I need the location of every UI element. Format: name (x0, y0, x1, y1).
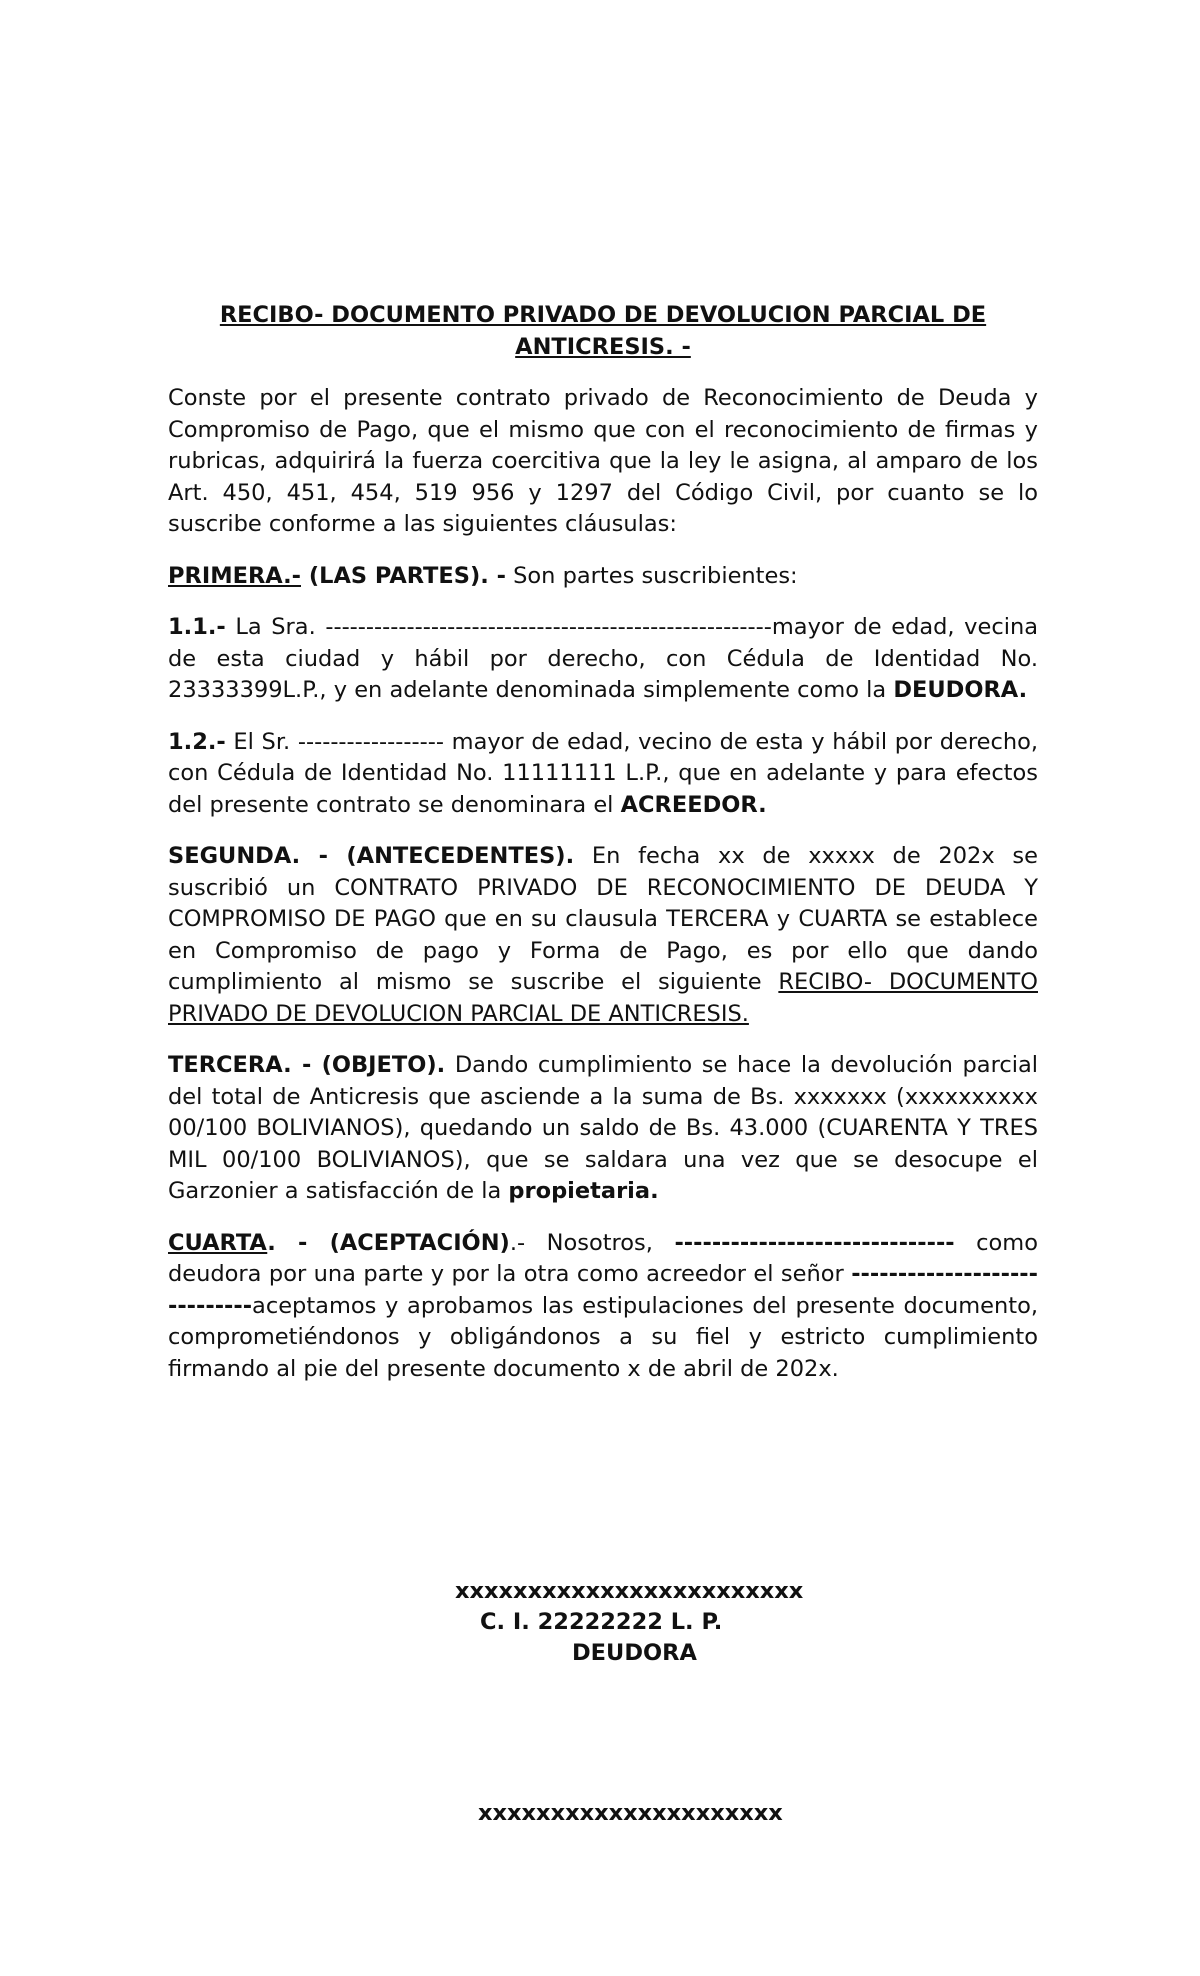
clause-1-2-acreedor: ACREEDOR. (620, 791, 767, 818)
clause-1-2 (168, 727, 1038, 822)
clause-1-2-number: 1.2.- (168, 728, 226, 755)
clause-1-1-deudora: DEUDORA. (893, 677, 1028, 703)
cuarta-text-2: como deudora por una parte y por la otra como acreedor el señor (168, 1229, 1038, 1287)
title-line-1: RECIBO- DOCUMENTO PRIVADO DE DEVOLUCION PARCIAL DE (219, 302, 987, 328)
signature-2-name: xxxxxxxxxxxxxxxxxxxxx (478, 1800, 783, 1826)
signature-1-ci: C. I. 22222222 L. P. (480, 1609, 723, 1635)
clause-cuarta (168, 1228, 1038, 1386)
cuarta-heading-rest: . - (ACEPTACIÓN) (267, 1229, 510, 1256)
primera-label: (LAS PARTES). - (301, 562, 506, 589)
segunda-heading: SEGUNDA. - (ANTECEDENTES). (168, 843, 575, 869)
segunda-underlined: RECIBO- DOCUMENTO PRIVADO DE DEVOLUCION PARCIAL DE ANTICRESIS. (168, 969, 1038, 1027)
clause-1-1-number: 1.1.- (168, 614, 226, 640)
title-line-2: ANTICRESIS. - (515, 333, 691, 360)
cuarta-heading-underlined: CUARTA (168, 1229, 268, 1256)
cuarta-text-1: .- Nosotros, (509, 1229, 675, 1256)
cuarta-dash-1: ------------------------------ (674, 1229, 955, 1256)
cuarta-dash-2: ----------------------------- (168, 1261, 1038, 1319)
document-title (168, 300, 1038, 363)
intro-paragraph: Conste por el presente contrato privado de Reconocimiento de Deuda y Compromiso de Pago, que el mismo que con el reconocimiento de firmas y rubricas, adquirirá la fuerza coercitiva que la ley le asigna, al amparo de los Art. 450, 451, 454, 519 956 y 1297 del Código Civil, por cuanto se lo suscribe conforme a las siguientes cláusulas: (168, 385, 1038, 537)
clause-1-1-text: La Sra. -------------------------------------------------------mayor de edad, vecina de esta ciudad y hábil por derecho, con Cédula de Identidad No. 23333399L.P., y en adelante denominada simplemente como la (168, 614, 1038, 703)
primera-heading: PRIMERA.- (168, 562, 301, 589)
clause-tercera (168, 1050, 1038, 1208)
clause-1-1 (168, 612, 1038, 707)
signature-1-name: xxxxxxxxxxxxxxxxxxxxxxxx (455, 1578, 804, 1604)
document-body (168, 300, 1038, 1405)
segunda-text: En fecha xx de xxxxx de 202x se suscribió un CONTRATO PRIVADO DE RECONOCIMIENTO DE DEUDA Y COMPROMISO DE PAGO que en su clausula TERCERA y CUARTA se establece en Compromiso de pago y Forma de Pago, es por ello que dando cumplimiento al mismo se suscribe el siguiente (168, 843, 1038, 995)
tercera-propietaria: propietaria. (508, 1178, 659, 1204)
tercera-heading: TERCERA. - (OBJETO). (168, 1052, 446, 1078)
cuarta-text-3: aceptamos y aprobamos las estipulaciones del presente documento, comprometiéndonos y obligándonos a su fiel y estricto cumplimiento firmando al pie del presente documento x de abril de 202x. (168, 1292, 1038, 1382)
primera-text: Son partes suscribientes: (505, 562, 798, 589)
signature-1-role: DEUDORA (572, 1640, 697, 1666)
clause-segunda (168, 841, 1038, 1030)
tercera-text: Dando cumplimiento se hace la devolución parcial del total de Anticresis que asciende a la suma de Bs. xxxxxxx (xxxxxxxxxx 00/100 BOLIVIANOS), quedando un saldo de Bs. 43.000 (CUARENTA Y TRES MIL 00/100 BOLIVIANOS), que se saldara una vez que se desocupe el Garzonier a satisfacción de la (168, 1052, 1038, 1204)
clause-1-2-text: El Sr. ------------------ mayor de edad, vecino de esta y hábil por derecho, con Cédula de Identidad No. 11111111 L.P., que en adelante y para efectos del presente contrato se denominara el (168, 728, 1038, 818)
clause-primera (168, 561, 1038, 593)
